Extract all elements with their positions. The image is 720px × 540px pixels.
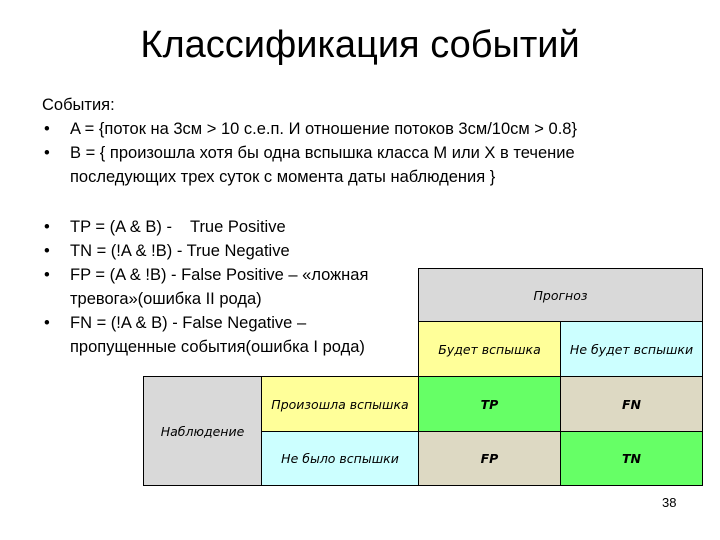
observation-header: Наблюдение bbox=[143, 376, 262, 486]
row-flare-header: Произошла вспышка bbox=[261, 376, 419, 432]
metric-fp bbox=[42, 263, 412, 311]
col-flare-header: Будет вспышка bbox=[418, 321, 561, 377]
tn-cell: TN bbox=[560, 431, 703, 486]
bullet-icon: • bbox=[44, 242, 50, 260]
fp-cell: FP bbox=[418, 431, 561, 486]
metric-tn-text: TN = (!A & !B) - True Negative bbox=[70, 242, 290, 260]
slide-title: Классификация событий bbox=[140, 24, 580, 66]
col-no-flare-header: Не будет вспышки bbox=[560, 321, 703, 377]
events-list bbox=[42, 117, 682, 189]
metric-tp bbox=[42, 215, 412, 239]
bullet-icon: • bbox=[44, 144, 50, 162]
bullet-icon: • bbox=[44, 218, 50, 236]
tp-cell: TP bbox=[418, 376, 561, 432]
forecast-header: Прогноз bbox=[418, 268, 703, 322]
metrics-list bbox=[42, 215, 412, 359]
metric-fp-text: FP = (A & !B) - False Positive – «ложная тревога»(ошибка II рода) bbox=[70, 266, 369, 308]
bullet-icon: • bbox=[44, 314, 50, 332]
metric-fn bbox=[42, 311, 412, 359]
bullet-icon: • bbox=[44, 266, 50, 284]
page-number: 38 bbox=[662, 495, 677, 510]
event-b-text: B = { произошла хотя бы одна вспышка класса M или X в течение последующих трех суток с момента даты наблюдения } bbox=[70, 144, 575, 186]
fn-cell: FN bbox=[560, 376, 703, 432]
event-a bbox=[42, 117, 682, 141]
bullet-icon: • bbox=[44, 120, 50, 138]
events-label: События: bbox=[42, 96, 115, 114]
event-a-text: A = {поток на 3см > 10 с.е.п. И отношение потоков 3см/10см > 0.8} bbox=[70, 120, 577, 138]
metric-tn bbox=[42, 239, 412, 263]
row-no-flare-header: Не было вспышки bbox=[261, 431, 419, 486]
metric-tp-text: TP = (A & B) - True Positive bbox=[70, 218, 286, 236]
event-b bbox=[42, 141, 682, 189]
metric-fn-text: FN = (!A & B) - False Negative – пропущенные события(ошибка I рода) bbox=[70, 314, 365, 356]
